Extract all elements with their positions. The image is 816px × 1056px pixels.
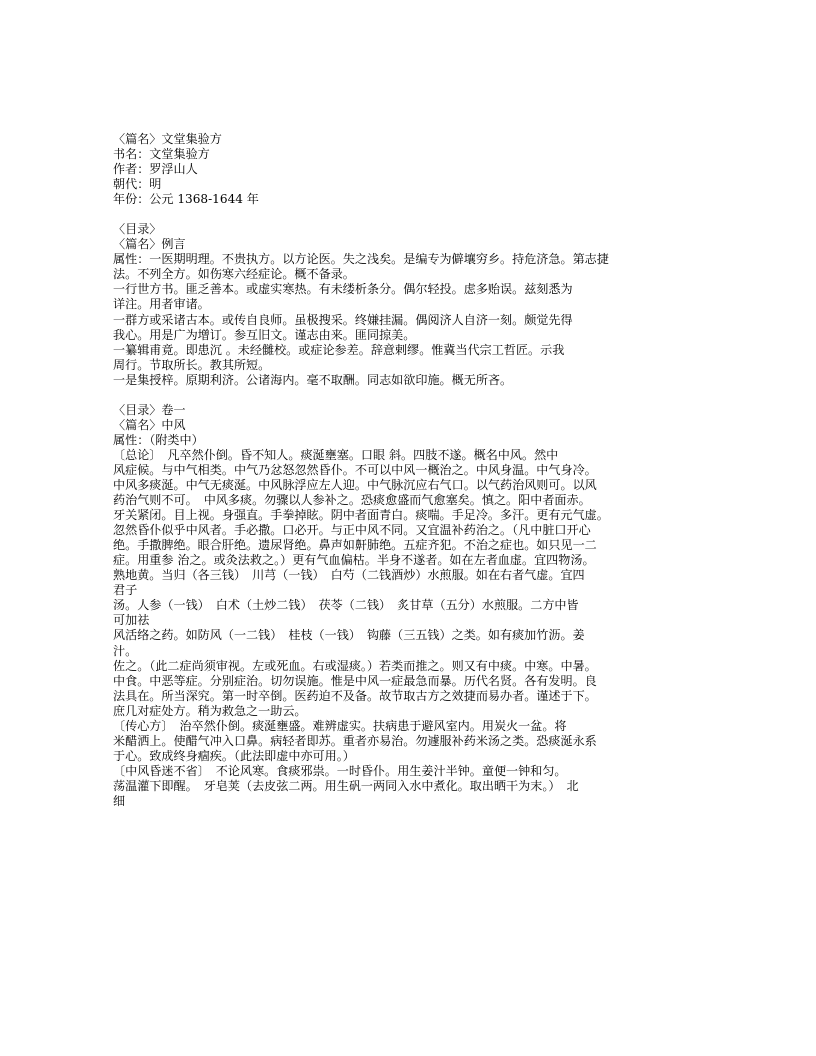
- author-line: 作者：罗浮山人: [113, 162, 198, 177]
- body-line: 药治气则不可。 中风多痰。勿骤以人参补之。恐痰愈盛而气愈塞矣。慎之。阳中者面赤。: [113, 493, 591, 508]
- body-line: 我心。用是广为增订。参互旧文。谨志由来。匪同掠美。: [113, 327, 416, 342]
- piece-name-label: 〈篇名〉文堂集验方: [113, 132, 222, 146]
- body-line: 风症候。与中气相类。中气乃忿怒忽然昏仆。不可以中风一概治之。中风身温。中气身冷。: [113, 462, 597, 477]
- body-line: 牙关紧闭。目上视。身强直。手拳掉眩。阴中者面青白。痰喘。手足冷。多汗。更有元气虚。: [113, 508, 609, 523]
- section-spacer-2: [113, 388, 705, 403]
- body-line: 汤。人参（一钱） 白术（土炒二钱） 茯苓（二钱） 炙甘草（五分）水煎服。二方中皆: [113, 598, 579, 613]
- body-line: 于心。致成终身痼疾。（此法即虚中亦可用。）: [113, 748, 355, 763]
- body-line: 绝。手撒脾绝。眼合肝绝。遗尿肾绝。鼻声如鼾肺绝。五症齐犯。不治之症也。如只见一二: [113, 538, 597, 553]
- body-line: 症。用重参 治之。或灸法救之。）更有气血偏枯。半身不遂者。如在左者血虚。宜四物汤。: [113, 553, 595, 568]
- document-content: [113, 132, 705, 809]
- body-line: 汁。: [113, 643, 138, 658]
- body-line: 属性：（附类中）: [113, 432, 204, 447]
- body-line: 忽然昏仆似乎中风者。手必撒。口必开。与正中风不同。又宜温补药治之。（凡中脏口开心: [113, 523, 591, 538]
- body-line: 君子: [113, 583, 138, 598]
- body-line: 一群方或采诸古本。或传自良师。虽极搜采。终嫌挂漏。偶阅济人自济一刻。颇觉先得: [113, 312, 573, 327]
- body-line: 〔中风昏迷不省〕 不论风寒。食痰邪祟。一时昏仆。用生姜汁半钟。童便一钟和匀。: [113, 763, 567, 778]
- body-line: 米醋洒上。使醋气冲入口鼻。病轻者即苏。重者亦易治。勿遽服补药米汤之类。恐痰涎永系: [113, 733, 597, 748]
- body-line: 法。不列全方。如伤寒六经症论。概不备录。: [113, 267, 355, 282]
- body-line: 庶几对症处方。稍为救急之一助云。: [113, 703, 307, 718]
- section-catalog-liyan: [113, 222, 705, 388]
- body-line: 中风多痰涎。中气无痰涎。中风脉浮应左人迎。中气脉沉应右气口。以气药治风则可。以风: [113, 477, 597, 492]
- body-line: 属性：一医期明理。不贵执方。以方论医。失之浅矣。是编专为僻壤穷乡。持危济急。第志捷: [113, 252, 609, 267]
- body-line: 法具在。所当深究。第一时卒倒。医药迫不及备。故节取古方之效捷而易办者。谨述于下。: [113, 688, 597, 703]
- body-line: 荡温灌下即醒。 牙皂荚（去皮弦二两。用生矾一两同入水中煮化。取出晒干为末。） 北: [113, 778, 579, 793]
- body-line: 熟地黄。当归（各三钱） 川芎（一钱） 白芍（二钱酒炒）水煎服。如在右者气虚。宜四: [113, 568, 585, 583]
- book-title-line: 书名：文堂集验方: [113, 147, 210, 162]
- piece-name-zhongfeng: 〈篇名〉中风: [113, 417, 186, 432]
- body-line: 详注。用者审诸。: [113, 297, 210, 312]
- book-header-block: [113, 132, 705, 207]
- section-volume-one-zhongfeng: [113, 403, 705, 809]
- body-line: 一行世方书。匪乏善本。或虚实寒热。有未缕析条分。偶尔轻投。虑多贻误。兹刻悉为: [113, 282, 573, 297]
- body-line: 一是集授梓。原期利济。公诸海内。毫不取酬。同志如欲印施。概无所吝。: [113, 372, 513, 387]
- body-line: 细: [113, 793, 126, 808]
- body-line: 中食。中恶等症。分别症治。切勿误施。惟是中风一症最急而暴。历代名贤。各有发明。良: [113, 673, 597, 688]
- body-line: 〔总论〕 凡卒然仆倒。昏不知人。痰涎壅塞。口眼 斜。四肢不遂。概名中风。然中: [113, 447, 559, 462]
- body-line: 周行。节取所长。教其所短。: [113, 357, 271, 372]
- section-spacer-1: [113, 207, 705, 222]
- body-line: 可加祛: [113, 613, 150, 628]
- catalog-volume-one-label: 〈目录〉卷一: [113, 402, 186, 417]
- piece-name-liyan: 〈篇名〉例言: [113, 237, 186, 252]
- body-line: 风活络之药。如防风（一二钱） 桂枝（一钱） 钩藤（三五钱）之类。如有痰加竹沥。姜: [113, 628, 585, 643]
- body-line: 佐之。（此二症尚须审视。左或死血。右或湿痰。）若类而推之。则又有中痰。中寒。中暑。: [113, 658, 597, 673]
- dynasty-line: 朝代：明: [113, 177, 162, 192]
- catalog-label: 〈目录〉: [113, 222, 162, 237]
- body-line: 〔传心方〕 治卒然仆倒。痰涎壅盛。难辨虚实。扶病患于避风室内。用炭火一盆。将: [113, 718, 567, 733]
- body-line: 一纂辑甫竟。即患沉 。未经雠校。或症论参差。辞意剌缪。惟冀当代宗工哲匠。示我: [113, 342, 565, 357]
- year-line: 年份：公元 1368-1644 年: [113, 192, 259, 207]
